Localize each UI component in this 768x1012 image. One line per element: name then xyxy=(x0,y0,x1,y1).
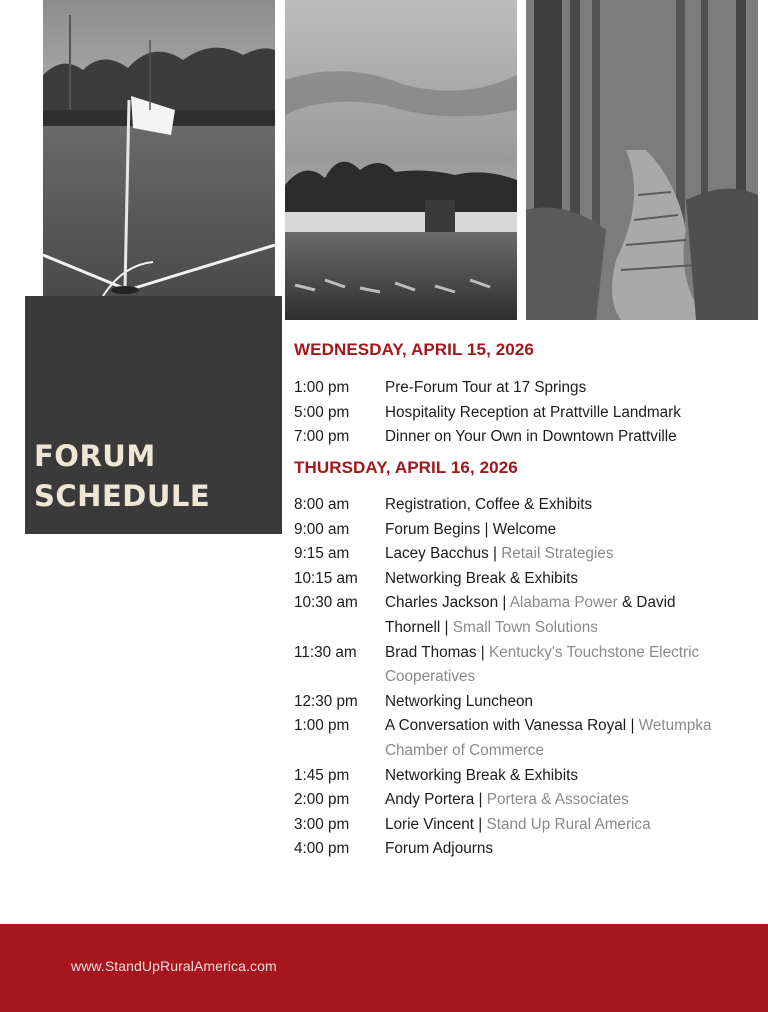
title-line-2: SCHEDULE xyxy=(34,479,211,513)
speaker-organization-continued: Chamber of Commerce xyxy=(385,741,544,759)
schedule-time: 9:00 am xyxy=(294,520,350,538)
pipe-separator: | xyxy=(480,643,485,661)
schedule-time: 10:15 am xyxy=(294,569,358,587)
speaker-name: Thornell xyxy=(385,618,441,636)
schedule-time: 1:00 pm xyxy=(294,717,350,735)
schedule-row xyxy=(294,425,754,450)
speaker-name: A Conversation with Vanessa Royal xyxy=(385,717,627,735)
schedule-event xyxy=(385,714,754,763)
day-heading-wednesday: WEDNESDAY, APRIL 15, 2026 xyxy=(294,340,534,359)
schedule-event: Networking Luncheon xyxy=(385,692,533,710)
speaker-organization-continued: Cooperatives xyxy=(385,668,476,686)
pipe-separator: | xyxy=(444,618,449,636)
schedule-time: 1:00 pm xyxy=(294,379,350,396)
schedule-time: 3:00 pm xyxy=(294,815,350,833)
schedule-thursday xyxy=(294,493,754,862)
schedule-event: Pre-Forum Tour at 17 Springs xyxy=(385,379,587,396)
schedule-event: Forum Adjourns xyxy=(385,840,493,858)
schedule-time: 2:00 pm xyxy=(294,791,350,809)
schedule-event xyxy=(385,542,754,567)
pipe-separator: | xyxy=(478,791,483,809)
schedule-time: 9:15 am xyxy=(294,545,350,563)
pipe-separator: | xyxy=(630,717,635,735)
schedule-row xyxy=(294,567,754,592)
schedule-event: Registration, Coffee & Exhibits xyxy=(385,496,593,513)
speaker-organization: Kentucky's Touchstone Electric xyxy=(489,643,700,661)
schedule-wednesday xyxy=(294,376,754,450)
schedule-row xyxy=(294,788,754,813)
schedule-time: 4:00 pm xyxy=(294,840,350,858)
forest-trail-photo xyxy=(526,0,758,320)
schedule-row xyxy=(294,641,754,690)
page-title xyxy=(34,436,210,516)
schedule-row xyxy=(294,542,754,567)
title-line-1: FORUM xyxy=(34,439,156,473)
speaker-organization: Stand Up Rural America xyxy=(486,815,651,833)
schedule-event: Forum Begins | Welcome xyxy=(385,520,557,538)
forum-schedule-title-block xyxy=(25,296,282,534)
schedule-time: 12:30 pm xyxy=(294,692,358,710)
schedule-row xyxy=(294,690,754,715)
speaker-organization: Wetumpka xyxy=(638,717,712,735)
speaker-organization: Portera & Associates xyxy=(486,791,629,809)
river-dam-photo xyxy=(285,0,517,320)
speaker-name: Lorie Vincent xyxy=(385,815,475,833)
speaker-name: Lacey Bacchus xyxy=(385,545,489,563)
schedule-row xyxy=(294,493,754,518)
schedule-event xyxy=(385,813,754,838)
pipe-separator: | xyxy=(478,815,483,833)
speaker-organization: Small Town Solutions xyxy=(452,618,598,636)
pipe-separator: | xyxy=(493,545,497,563)
schedule-row xyxy=(294,837,754,862)
schedule-time: 11:30 am xyxy=(294,643,357,661)
speaker-organization: Alabama Power xyxy=(509,594,618,612)
schedule-row xyxy=(294,376,754,401)
schedule-time: 8:00 am xyxy=(294,496,350,513)
schedule-row xyxy=(294,764,754,789)
schedule-row xyxy=(294,518,754,543)
schedule-row xyxy=(294,813,754,838)
schedule-time: 5:00 pm xyxy=(294,403,350,421)
soccer-field-photo xyxy=(43,0,275,296)
footer-bar xyxy=(0,924,768,1012)
pipe-separator: | xyxy=(502,594,507,612)
speaker-organization: Retail Strategies xyxy=(501,545,614,563)
schedule-row xyxy=(294,401,754,426)
day-heading-thursday: THURSDAY, APRIL 16, 2026 xyxy=(294,458,518,477)
schedule-event: Networking Break & Exhibits xyxy=(385,569,578,587)
ampersand-separator: & xyxy=(621,594,633,612)
speaker-name: David xyxy=(636,594,676,612)
schedule-event xyxy=(385,788,754,813)
schedule-event: Networking Break & Exhibits xyxy=(385,766,578,784)
schedule-event xyxy=(385,641,754,690)
schedule-row xyxy=(294,591,754,640)
schedule-time: 7:00 pm xyxy=(294,428,350,446)
speaker-name: Andy Portera xyxy=(385,791,475,809)
schedule-time: 10:30 am xyxy=(294,594,358,612)
schedule-time: 1:45 pm xyxy=(294,766,350,784)
schedule-event xyxy=(385,591,754,640)
schedule-event: Hospitality Reception at Prattville Landmark xyxy=(385,403,681,421)
speaker-name: Charles Jackson xyxy=(385,594,499,612)
schedule-event: Dinner on Your Own in Downtown Prattville xyxy=(385,428,677,446)
schedule-row xyxy=(294,714,754,763)
website-link[interactable]: www.StandUpRuralAmerica.com xyxy=(71,958,277,974)
speaker-name: Brad Thomas xyxy=(385,643,477,661)
